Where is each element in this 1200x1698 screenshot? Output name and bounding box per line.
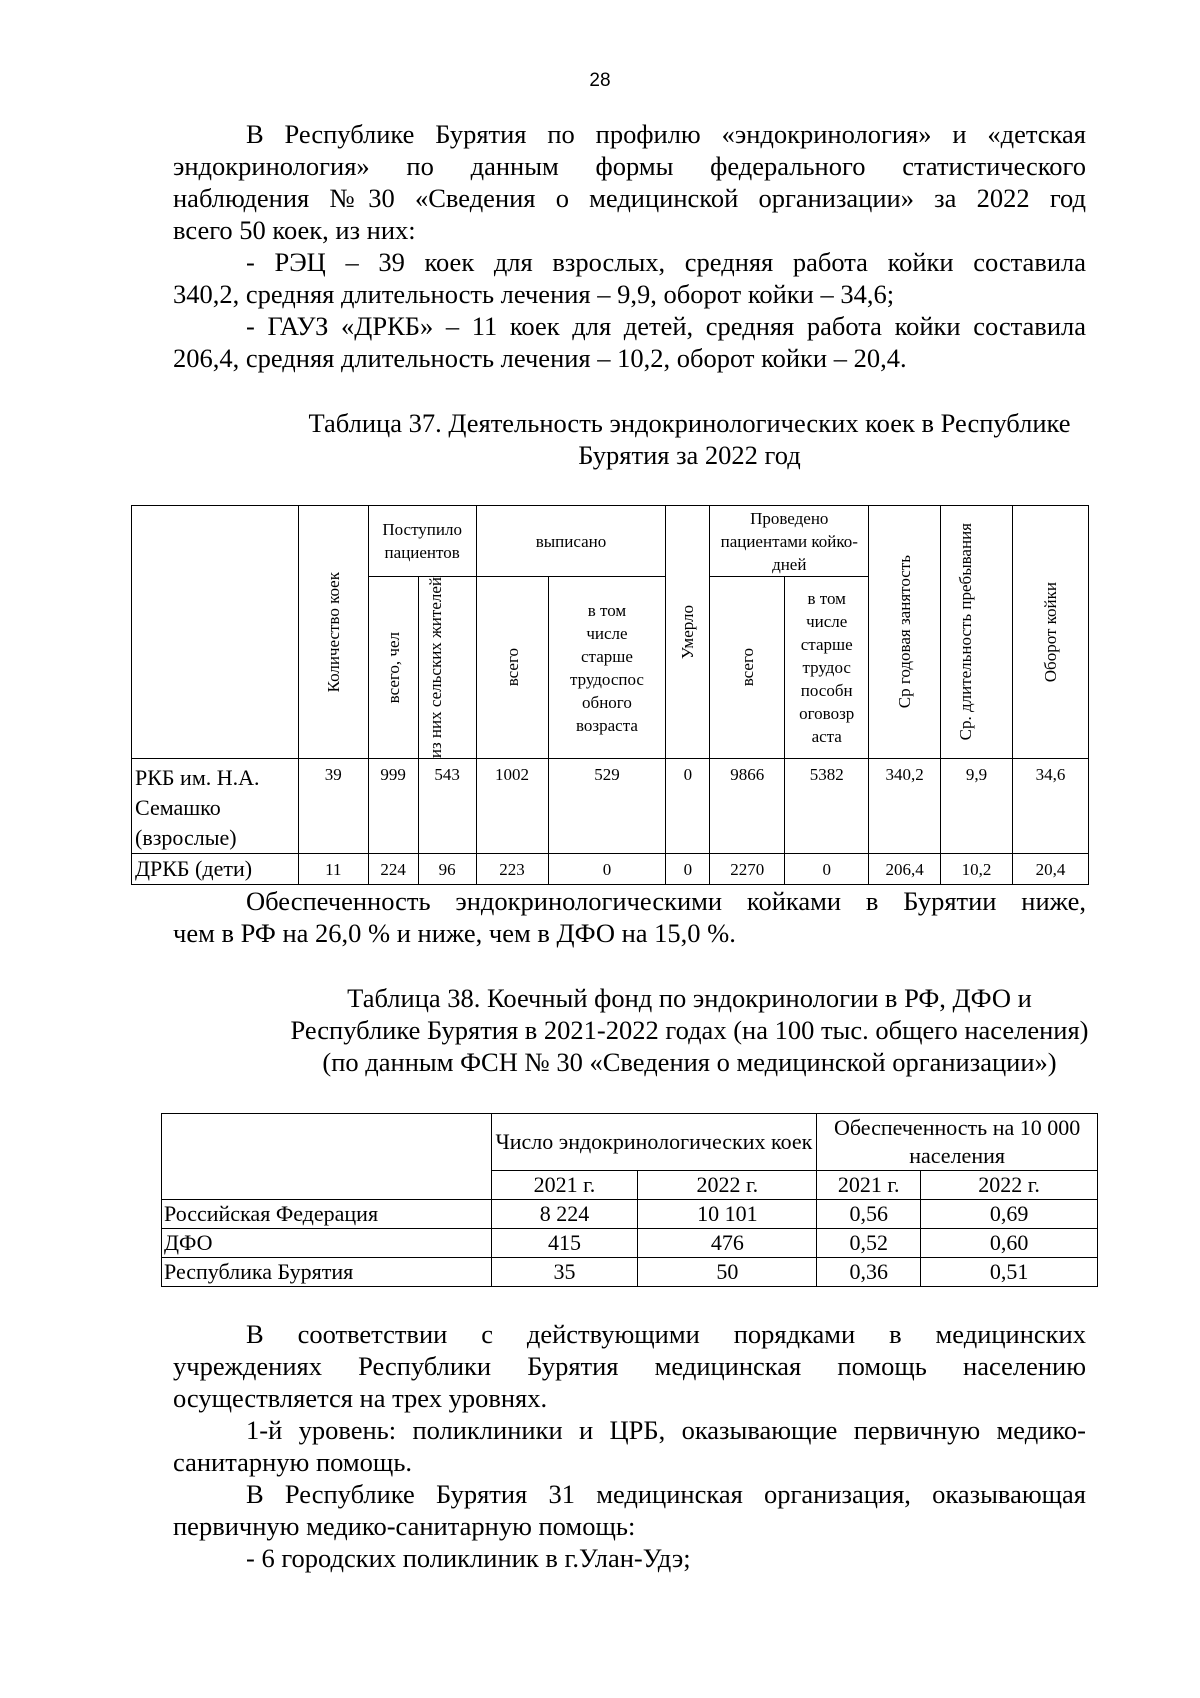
header-bed-days-elderly: в том числе старше трудос пособн оговозр аста	[785, 577, 869, 759]
row-name: РКБ им. Н.А. Семашко (взрослые)	[132, 759, 299, 854]
intro-line-2: эндокринология» по данным формы федерального статистического	[173, 151, 1086, 181]
intro-line-6: 340,2, средняя длительность лечения – 9,9, оборот койки – 34,6;	[173, 279, 895, 309]
table38-caption-line1: Таблица 38. Коечный фонд по эндокринологии в РФ, ДФО и	[347, 983, 1032, 1013]
table38-caption-line2: Республике Бурятия в 2021-2022 годах (на 100 тыс. общего населения)	[290, 1015, 1089, 1045]
cell-bed-days-total: 2270	[710, 854, 785, 885]
row-name: ДРКБ (дети)	[132, 854, 299, 885]
header-avg-stay: Ср. длительность пребывания	[941, 506, 1013, 759]
cell-beds-2021: 35	[491, 1258, 638, 1287]
table38-caption-line3: (по данным ФСН № 30 «Сведения о медицинской организации»)	[322, 1047, 1057, 1077]
intro-line-5: - РЭЦ – 39 коек для взрослых, средняя работа койки составила	[246, 247, 1086, 277]
intro-line-1: В Республике Бурятия по профилю «эндокринология» и «детская	[246, 119, 1086, 149]
cell-beds-2021: 415	[491, 1229, 638, 1258]
page-number: 28	[589, 70, 611, 91]
row-name: Республика Бурятия	[162, 1258, 492, 1287]
cell-supply-2022: 0,60	[921, 1229, 1098, 1258]
cell-beds-2022: 10 101	[638, 1200, 817, 1229]
cell-occupancy: 206,4	[869, 854, 941, 885]
levels-line-3: осуществляется на трех уровнях.	[173, 1383, 548, 1413]
cell-beds: 39	[298, 759, 368, 854]
levels-line-6: В Республике Бурятия 31 медицинская организация, оказывающая	[246, 1479, 1086, 1509]
cell-discharged-elderly: 0	[548, 854, 666, 885]
header-bed-days-total: всего	[710, 577, 785, 759]
table-37	[131, 505, 1089, 885]
intro-line-7: - ГАУЗ «ДРКБ» – 11 коек для детей, средняя работа койки составила	[246, 311, 1086, 341]
header-discharged-total: всего	[476, 577, 548, 759]
levels-line-7: первичную медико-санитарную помощь:	[173, 1511, 636, 1541]
header-year: 2022 г.	[921, 1171, 1098, 1200]
cell-discharged-total: 223	[476, 854, 548, 885]
levels-line-2: учреждениях Республики Бурятия медицинская помощь населению	[173, 1351, 1086, 1381]
cell-occupancy: 340,2	[869, 759, 941, 854]
cell-beds-2022: 50	[638, 1258, 817, 1287]
intro-line-3: наблюдения №30 «Сведения о медицинской организации» за 2022 год	[173, 183, 1086, 213]
header-discharged: выписано	[476, 506, 666, 577]
table-row	[132, 759, 1089, 854]
cell-admitted-rural: 96	[418, 854, 476, 885]
levels-line-8: - 6 городских поликлиник в г.Улан-Удэ;	[246, 1543, 691, 1573]
cell-admitted-total: 999	[368, 759, 418, 854]
header-beds: Количество коек	[298, 506, 368, 759]
cell-beds: 11	[298, 854, 368, 885]
table-38	[161, 1113, 1098, 1287]
cell-supply-2022: 0,51	[921, 1258, 1098, 1287]
cell-bed-days-elderly: 5382	[785, 759, 869, 854]
row-name: Российская Федерация	[162, 1200, 492, 1229]
cell-admitted-rural: 543	[418, 759, 476, 854]
header-year: 2021 г.	[491, 1171, 638, 1200]
cell-supply-2021: 0,56	[817, 1200, 921, 1229]
supply-line-2: чем в РФ на 26,0 % и ниже, чем в ДФО на 15,0 %.	[173, 918, 736, 948]
cell-beds-2021: 8 224	[491, 1200, 638, 1229]
levels-line-5: санитарную помощь.	[173, 1447, 413, 1477]
cell-supply-2021: 0,36	[817, 1258, 921, 1287]
levels-line-4: 1-й уровень: поликлиники и ЦРБ, оказывающие первичную медико-	[246, 1415, 1086, 1445]
cell-turnover: 20,4	[1013, 854, 1089, 885]
header-blank	[162, 1114, 492, 1200]
intro-line-4: всего 50 коек, из них:	[173, 215, 416, 245]
levels-line-1: В соответствии с действующими порядками в медицинских	[246, 1319, 1086, 1349]
header-turnover: Оборот койки	[1013, 506, 1089, 759]
header-discharged-elderly: в том числе старше трудоспос обного возраста	[548, 577, 666, 759]
cell-avg-stay: 9,9	[941, 759, 1013, 854]
cell-bed-days-elderly: 0	[785, 854, 869, 885]
cell-discharged-elderly: 529	[548, 759, 666, 854]
cell-died: 0	[666, 759, 710, 854]
header-admitted-total: всего, чел	[368, 577, 418, 759]
header-year: 2021 г.	[817, 1171, 921, 1200]
table37-caption-line1: Таблица 37. Деятельность эндокринологических коек в Республике	[308, 408, 1071, 438]
cell-admitted-total: 224	[368, 854, 418, 885]
header-supply: Обеспеченность на 10 000 населения	[817, 1114, 1098, 1171]
header-year: 2022 г.	[638, 1171, 817, 1200]
cell-supply-2022: 0,69	[921, 1200, 1098, 1229]
table-row	[132, 854, 1089, 885]
header-admitted: Поступило пациентов	[368, 506, 476, 577]
intro-line-8: 206,4, средняя длительность лечения – 10,2, оборот койки – 20,4.	[173, 343, 907, 373]
cell-supply-2021: 0,52	[817, 1229, 921, 1258]
supply-line-1: Обеспеченность эндокринологическими койками в Бурятии ниже,	[246, 886, 1086, 916]
header-occupancy: Ср годовая занятость	[869, 506, 941, 759]
cell-avg-stay: 10,2	[941, 854, 1013, 885]
cell-died: 0	[666, 854, 710, 885]
cell-turnover: 34,6	[1013, 759, 1089, 854]
table-row	[162, 1200, 1098, 1229]
table-row	[162, 1258, 1098, 1287]
header-beds: Число эндокринологических коек	[491, 1114, 817, 1171]
cell-bed-days-total: 9866	[710, 759, 785, 854]
cell-discharged-total: 1002	[476, 759, 548, 854]
header-bed-days: Проведено пациентами койко-дней	[710, 506, 869, 577]
header-died: Умерло	[666, 506, 710, 759]
row-name: ДФО	[162, 1229, 492, 1258]
header-blank	[132, 506, 299, 759]
header-admitted-rural: из них сельских жителей	[418, 577, 476, 759]
table-row	[162, 1229, 1098, 1258]
cell-beds-2022: 476	[638, 1229, 817, 1258]
table37-caption-line2: Бурятия за 2022 год	[578, 440, 801, 470]
